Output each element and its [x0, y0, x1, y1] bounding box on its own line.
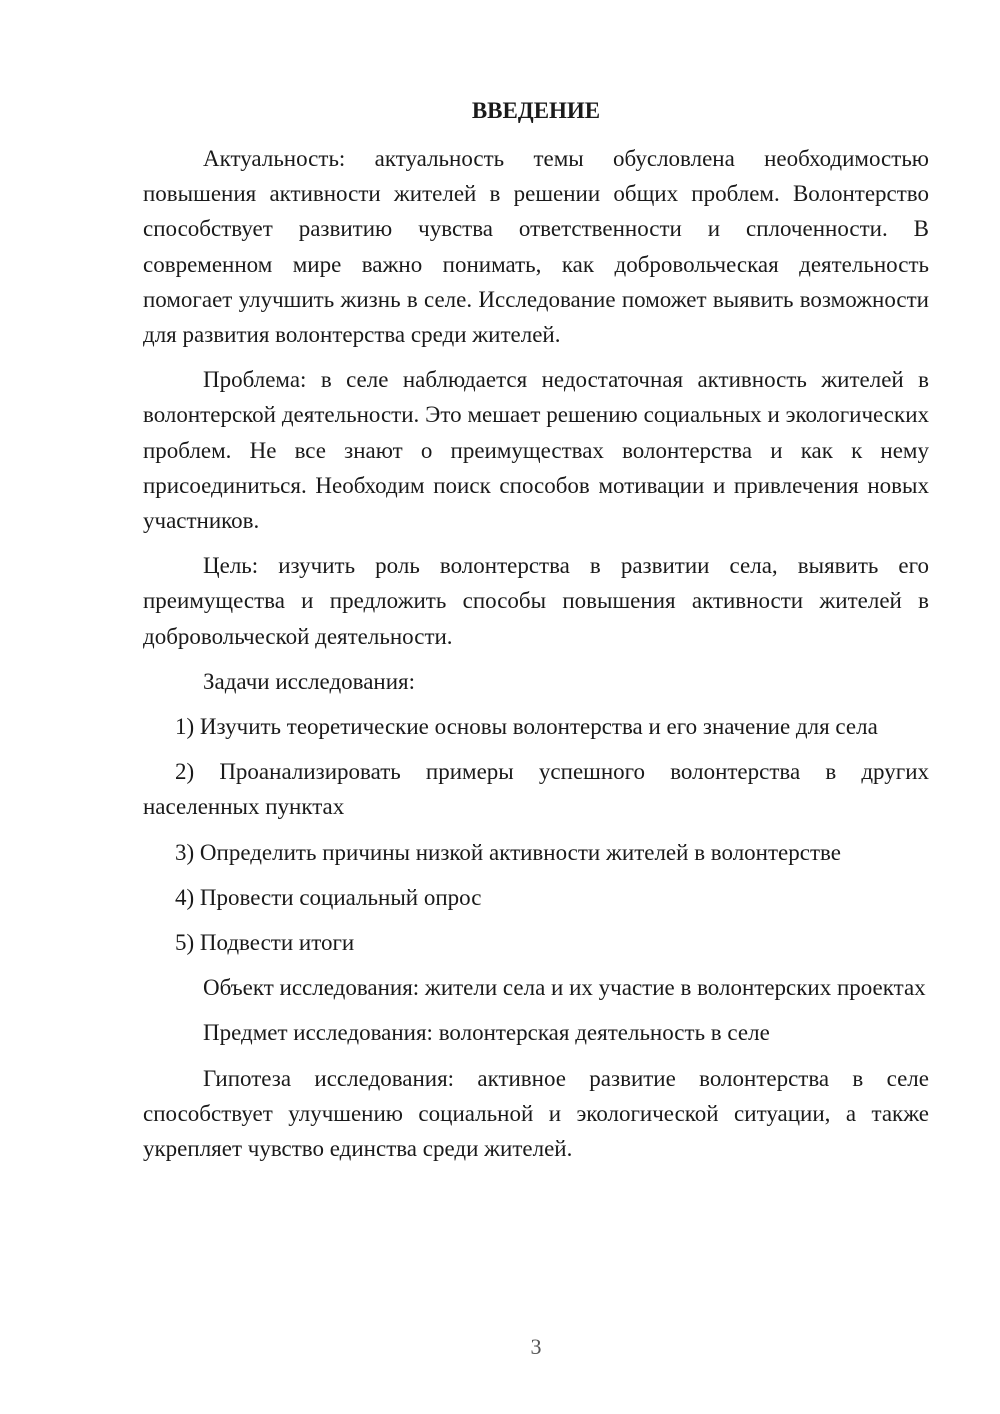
task-item-3: 3) Определить причины низкой активности жителей в волонтерстве	[175, 839, 841, 865]
task-item-2: 2) Проанализировать примеры успешного волонтерства в других населенных пунктах	[143, 759, 929, 820]
subject-paragraph: Предмет исследования: волонтерская деятельность в селе	[203, 1020, 770, 1046]
goal-paragraph: Цель: изучить роль волонтерства в развитии села, выявить его преимущества и предложить способы повышения активности жителей в добровольческой деятельности.	[143, 553, 929, 649]
task-item-5: 5) Подвести итоги	[175, 930, 355, 956]
page-number: 3	[530, 1334, 542, 1359]
relevance-paragraph: Актуальность: актуальность темы обусловлена необходимостью повышения активности жителей в решении общих проблем. Волонтерство способствует развитию чувства ответственности и сплоченности. В современном мире важно понимать, как добровольческая деятельность помогает улучшить жизнь в селе. Исследование поможет выявить возможности для развития волонтерства среди жителей.	[143, 146, 929, 348]
task-item-4: 4) Провести социальный опрос	[175, 884, 482, 910]
task-item-1: 1) Изучить теоретические основы волонтерства и его значение для села	[175, 714, 878, 740]
hypothesis-paragraph: Гипотеза исследования: активное развитие волонтерства в селе способствует улучшению социальной и экологической ситуации, а также укрепляет чувство единства среди жителей.	[143, 1065, 929, 1162]
page-content	[143, 96, 929, 1176]
section-heading: ВВЕДЕНИЕ	[471, 98, 601, 123]
problem-paragraph: Проблема: в селе наблюдается недостаточная активность жителей в волонтерской деятельности. Это мешает решению социальных и экологических проблем. Не все знают о преимуществах волонтерства и как к нему присоединиться. Необходим поиск способов мотивации и привлечения новых участников.	[143, 367, 929, 534]
object-paragraph: Объект исследования: жители села и их участие в волонтерских проектах	[203, 975, 926, 1001]
tasks-title: Задачи исследования:	[203, 668, 416, 694]
